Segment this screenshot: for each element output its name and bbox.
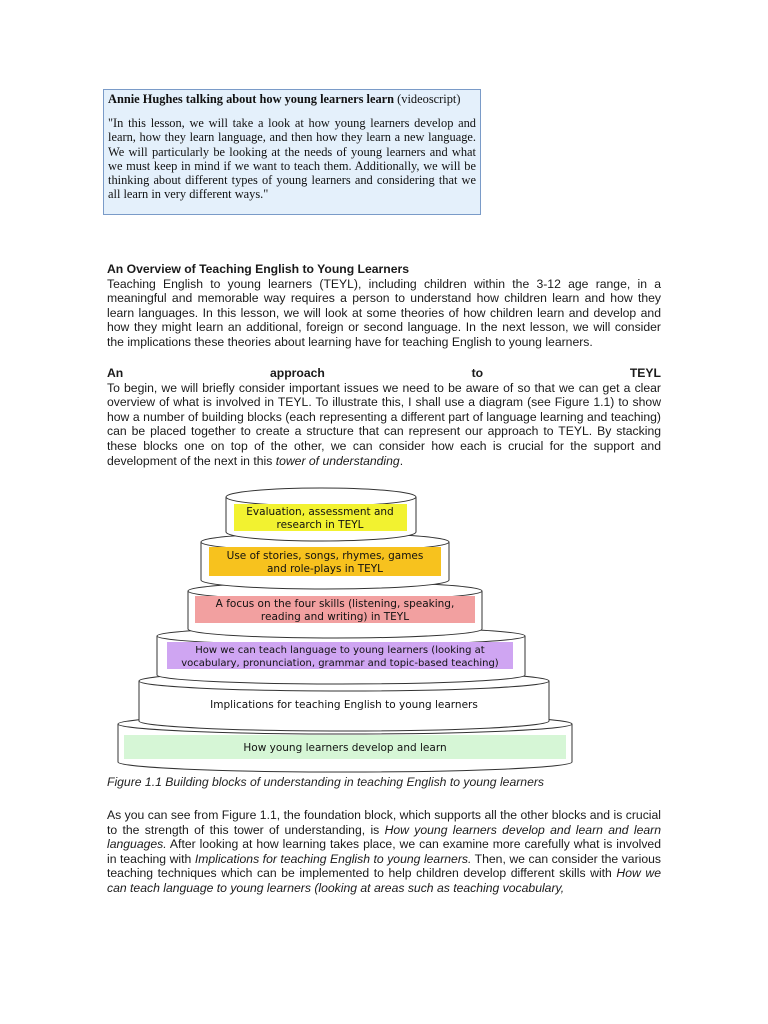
quote-title-suffix: (videoscript) <box>394 92 461 106</box>
closing-body <box>107 808 661 896</box>
block-4-label-line2: vocabulary, pronunciation, grammar and topic-based teaching) <box>181 658 499 669</box>
closing-text-1: As you can see from Figure 1.1, the foundation block, which supports all the other blocks and is crucial to the strength of this tower of understanding, is <box>107 808 661 837</box>
videoscript-quote-box <box>103 89 481 215</box>
quote-body: "In this lesson, we will take a look at how young learners develop and learn, how they learn language, and then how they learn a new language. We will particularly be looking at the needs of young learners and what we must keep in mind if we want to teach them. Additionally, we will be thinking about different types of young learners and considering that we all learn in very different ways." <box>108 116 476 202</box>
approach-body-text: To begin, we will briefly consider important issues we need to be aware of so that we can get a clear overview of what is involved in TEYL. To illustrate this, I shall use a diagram (see Figure 1.1) to show how a number of building blocks (each representing a different part of language learning and teaching) can be placed together to create a structure that can represent our approach to TEYL. By stacking these blocks one on top of the other, we can consider how each is crucial for the support and development of the next in this <box>107 380 661 468</box>
approach-heading-word: TEYL <box>629 366 661 380</box>
building-blocks-figure <box>105 480 585 780</box>
overview-heading: An Overview of Teaching English to Young Learners <box>107 262 410 276</box>
closing-text-2: After looking at how learning takes place, we can examine more carefully what is involved in teaching with <box>107 837 661 866</box>
quote-title <box>108 92 476 106</box>
closing-italic-3: How we can teach language to young learners (looking at areas such as teaching vocabulary, <box>107 866 661 895</box>
approach-body <box>107 381 661 469</box>
overview-body: Teaching English to young learners (TEYL), including children within the 3-12 age range, in a meaningful and memorable way requires a person to understand how children learn and how they learn languages. In this lesson, we will look at some theories of how children learn and develop and how they might learn an additional, foreign or second language. In the next lesson, we will consider the implications these theories about learning have for teaching English to young learners. <box>107 276 661 349</box>
block-3 <box>188 582 482 638</box>
closing-text-3: Then, we can consider the various teaching techniques which can be implemented to help children develop different skills with <box>107 851 661 881</box>
block-1-label-line2: research in TEYL <box>276 519 364 531</box>
overview-section <box>107 262 661 350</box>
quote-title-bold: Annie Hughes talking about how young learners learn <box>108 92 395 106</box>
approach-body-italic: tower of understanding <box>275 453 400 468</box>
approach-body-end: . <box>399 453 404 468</box>
block-3-label-line1: A focus on the four skills (listening, speaking, <box>215 598 455 610</box>
block-5-label: Implications for teaching English to young learners <box>210 699 478 711</box>
block-2-label-line1: Use of stories, songs, rhymes, games <box>226 550 424 562</box>
block-3-label-line2: reading and writing) in TEYL <box>260 611 410 623</box>
block-4-label-line1: How we can teach language to young learners (looking at <box>195 645 485 656</box>
closing-section <box>107 808 661 896</box>
block-1-label-line1: Evaluation, assessment and <box>246 506 394 518</box>
approach-heading <box>107 366 661 381</box>
approach-heading-word: to <box>471 366 484 380</box>
approach-heading-word: approach <box>269 366 325 380</box>
closing-italic-2: Implications for teaching English to young learners. <box>194 851 472 866</box>
figure-caption: Figure 1.1 Building blocks of understanding in teaching English to young learners <box>107 775 544 789</box>
approach-heading-word: An <box>107 366 124 380</box>
block-2-label-line2: and role-plays in TEYL <box>266 563 384 575</box>
approach-section <box>107 366 661 468</box>
block-6-label: How young learners develop and learn <box>243 742 447 754</box>
closing-italic-1: How young learners develop and learn and learn languages. <box>107 822 661 852</box>
block-1 <box>226 488 416 541</box>
